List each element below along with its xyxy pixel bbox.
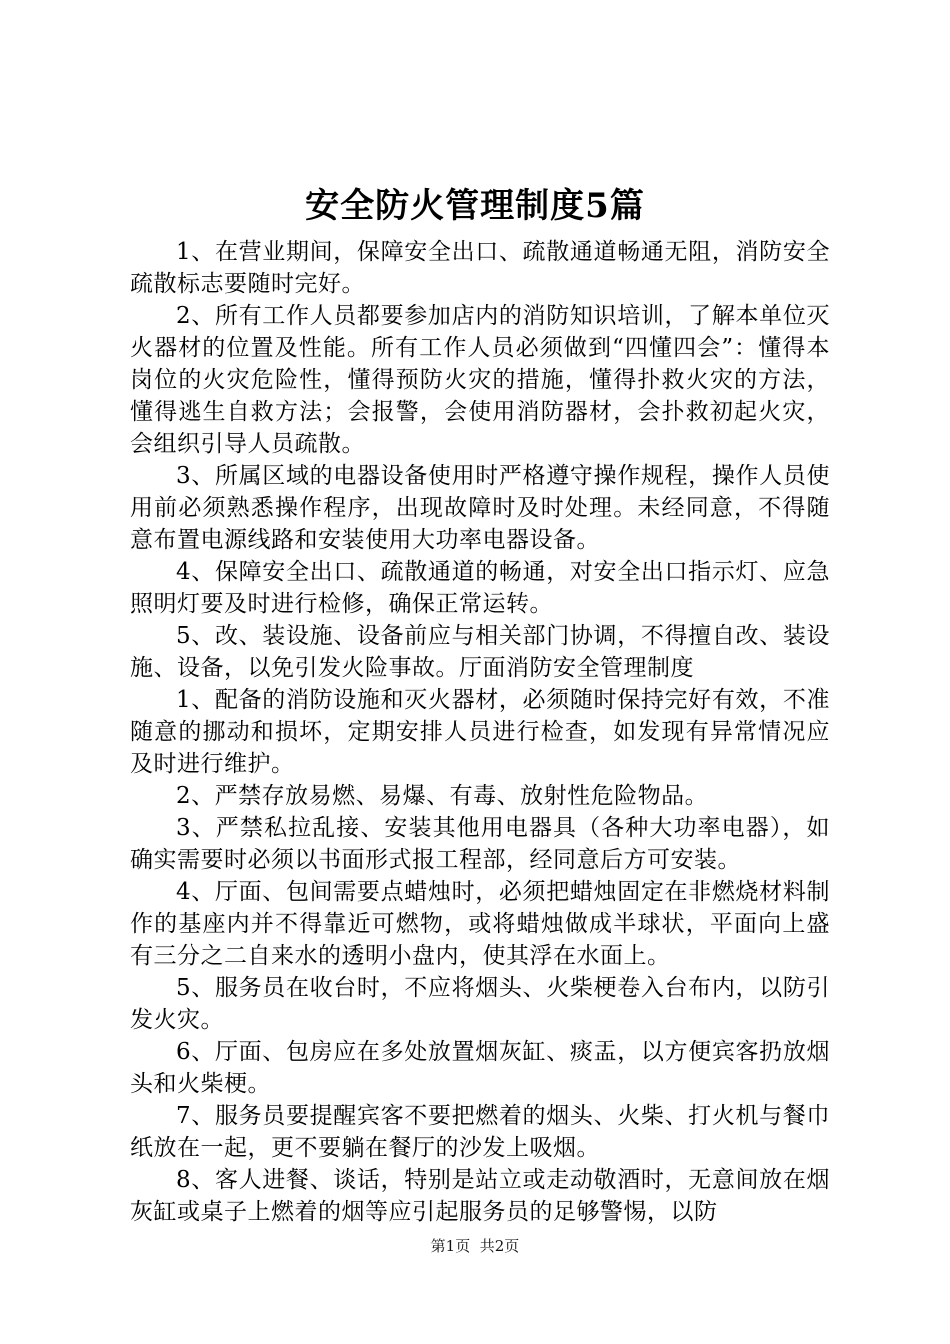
paragraph: 3、所属区域的电器设备使用时严格遵守操作规程，操作人员使用前必须熟悉操作程序，出现故障时及时处理。未经同意，不得随意布置电源线路和安装使用大功率电器设备。 — [130, 463, 830, 553]
paragraph: 5、改、装设施、设备前应与相关部门协调，不得擅自改、装设施、设备，以免引发火险事故。厅面消防安全管理制度 — [130, 623, 830, 681]
paragraph: 6、厅面、包房应在多处放置烟灰缸、痰盂，以方便宾客扔放烟头和火柴梗。 — [130, 1039, 830, 1097]
paragraph: 7、服务员要提醒宾客不要把燃着的烟头、火柴、打火机与餐巾纸放在一起，更不要躺在餐厅的沙发上吸烟。 — [130, 1103, 830, 1161]
paragraph: 1、在营业期间，保障安全出口、疏散通道畅通无阻，消防安全疏散标志要随时完好。 — [130, 239, 830, 297]
paragraph: 5、服务员在收台时，不应将烟头、火柴梗卷入台布内，以防引发火灾。 — [130, 975, 830, 1033]
paragraph: 1、配备的消防设施和灭火器材，必须随时保持完好有效，不准随意的挪动和损坏，定期安排人员进行检查，如发现有异常情况应及时进行维护。 — [130, 687, 830, 777]
page-number: 第1页 — [430, 1237, 471, 1255]
page-title: 安全防火管理制度5篇 — [305, 186, 645, 226]
footer-gap — [470, 1237, 480, 1255]
page-footer — [0, 1236, 950, 1256]
document-body — [130, 236, 830, 1228]
paragraph: 4、厅面、包间需要点蜡烛时，必须把蜡烛固定在非燃烧材料制作的基座内并不得靠近可燃物，或将蜡烛做成半球状，平面向上盛有三分之二自来水的透明小盘内，使其浮在水面上。 — [130, 879, 830, 969]
paragraph: 2、所有工作人员都要参加店内的消防知识培训，了解本单位灭火器材的位置及性能。所有工作人员必须做到“四懂四会”：懂得本岗位的火灾危险性，懂得预防火灾的措施，懂得扑救火灾的方法，懂得逃生自救方法；会报警，会使用消防器材，会扑救初起火灾，会组织引导人员疏散。 — [130, 303, 830, 457]
paragraph: 2、严禁存放易燃、易爆、有毒、放射性危险物品。 — [176, 783, 709, 809]
paragraph: 3、严禁私拉乱接、安装其他用电器具（各种大功率电器），如确实需要时必须以书面形式报工程部，经同意后方可安装。 — [130, 815, 830, 873]
paragraph: 4、保障安全出口、疏散通道的畅通，对安全出口指示灯、应急照明灯要及时进行检修，确保正常运转。 — [130, 559, 830, 617]
page-total: 共2页 — [479, 1237, 520, 1255]
paragraph: 8、客人进餐、谈话，特别是站立或走动敬酒时，无意间放在烟灰缸或桌子上燃着的烟等应引起服务员的足够警惕，以防 — [130, 1167, 830, 1225]
